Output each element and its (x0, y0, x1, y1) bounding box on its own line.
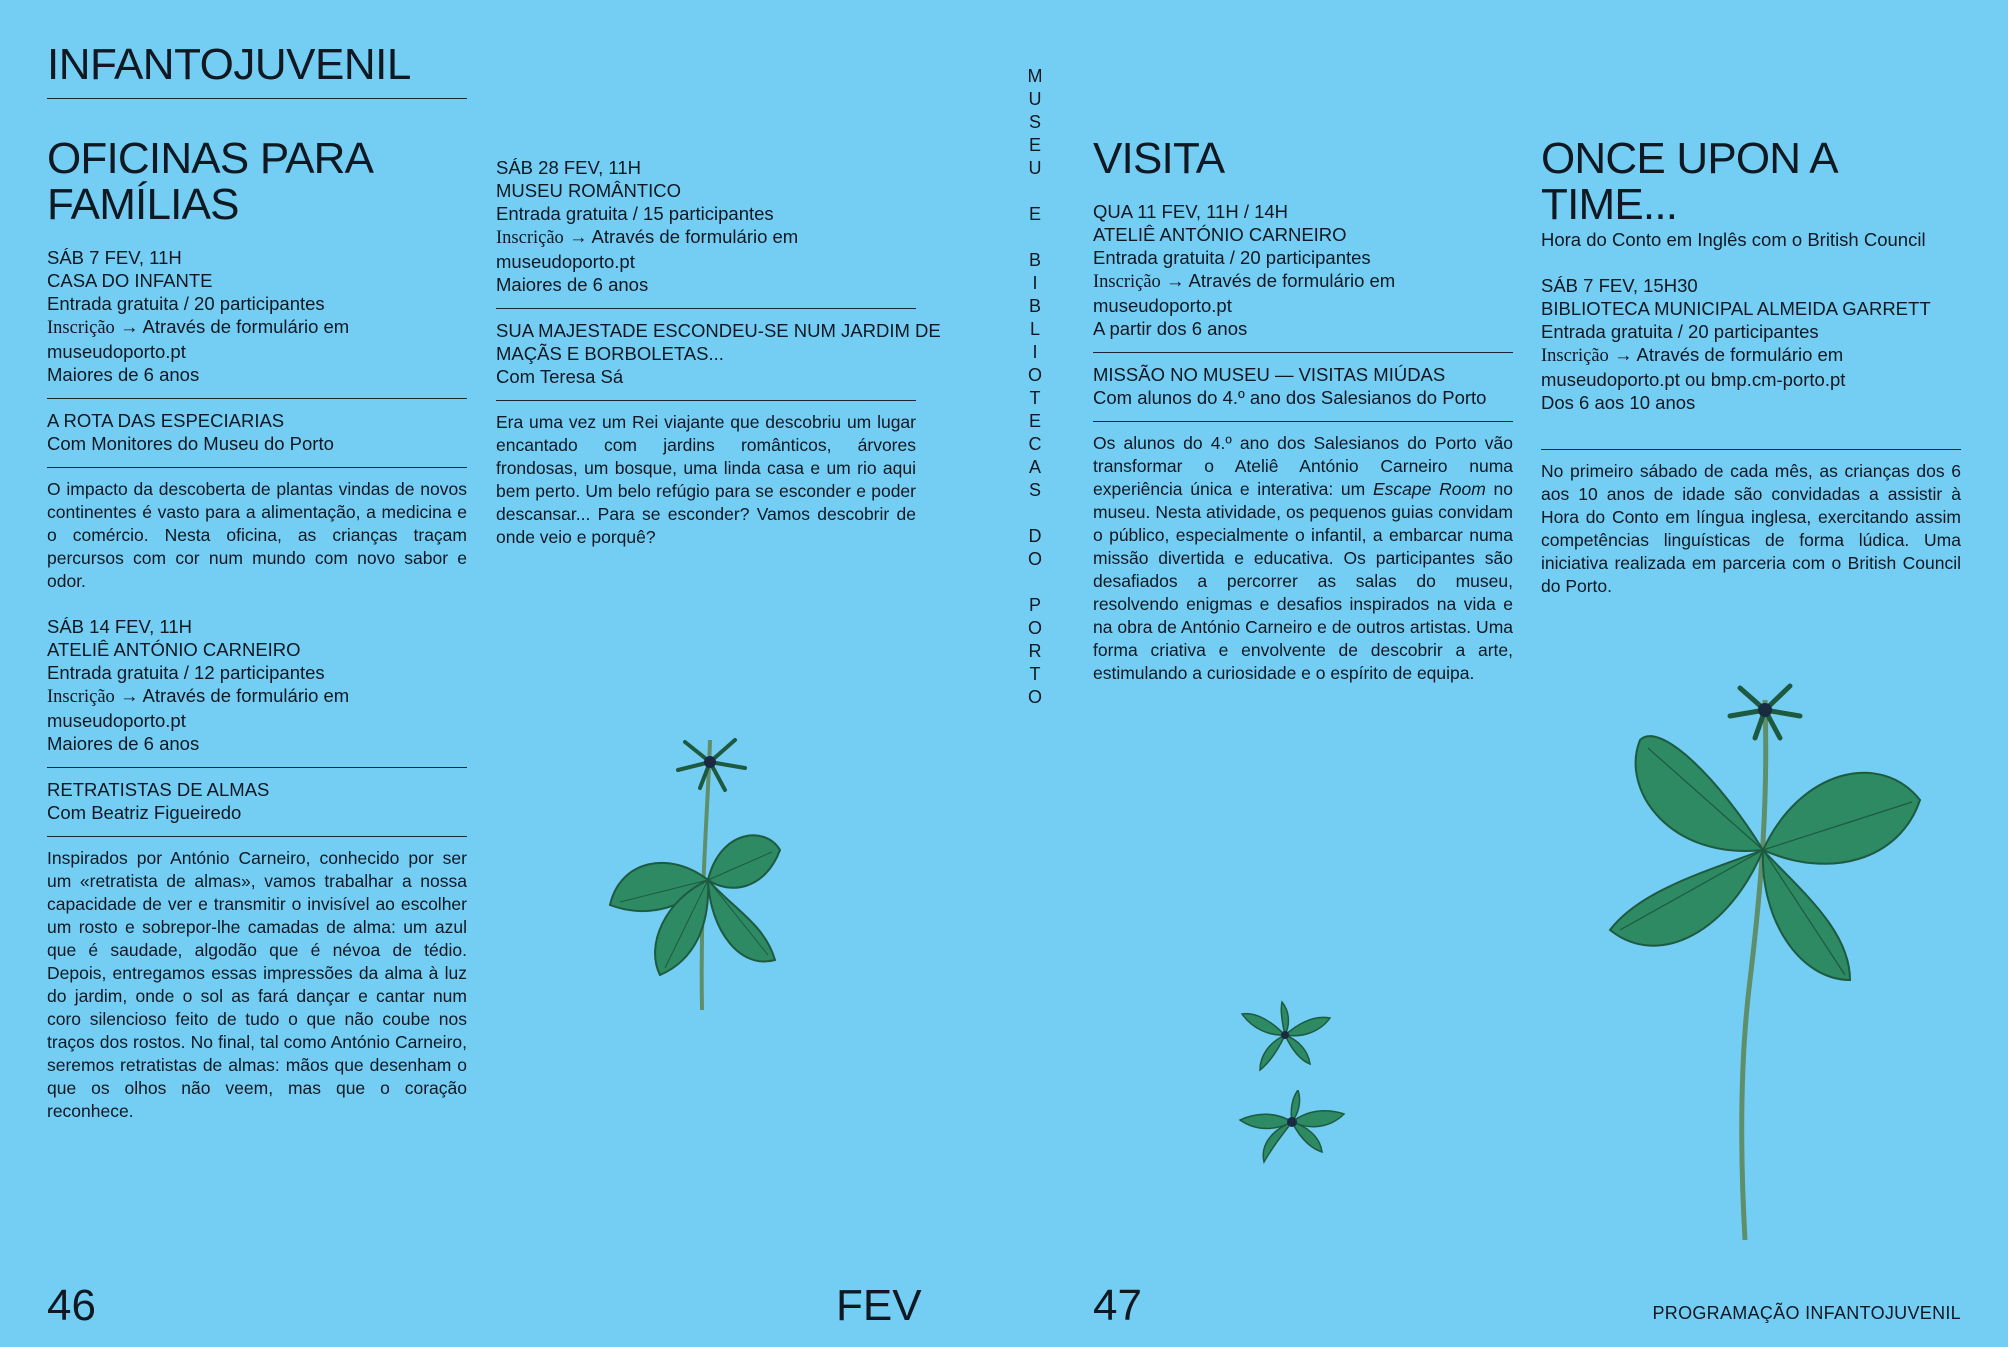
event-age: Maiores de 6 anos (47, 364, 200, 385)
spine-letter: S (1028, 112, 1041, 132)
divider (47, 767, 467, 768)
plant-illustration-large (1600, 680, 1940, 1240)
event-venue: MUSEU ROMÂNTICO (496, 180, 681, 201)
spine-vertical-text (1023, 65, 1047, 709)
event-venue: CASA DO INFANTE (47, 270, 213, 291)
event-registration (496, 225, 916, 250)
spine-letter: L (1029, 319, 1040, 339)
plant-sprig-bottom (1232, 1090, 1352, 1170)
divider (47, 98, 467, 99)
spine-letter: U (1028, 158, 1042, 178)
event-info (1093, 200, 1513, 340)
title-line: OFICINAS PARA (47, 134, 374, 183)
workshops-title (47, 136, 467, 228)
spine-letter (1023, 571, 1047, 594)
plant-sprig-top (1230, 1000, 1340, 1080)
section-header (47, 42, 467, 99)
middle-column (496, 156, 941, 549)
spine-letter: U (1028, 89, 1042, 109)
spine-letter: I (1032, 273, 1038, 293)
workshop-host: Com Monitores do Museu do Porto (47, 433, 334, 454)
event-entry: Entrada gratuita / 15 participantes (496, 203, 774, 224)
divider (1093, 352, 1513, 353)
event-registration-link[interactable]: museudoporto.pt (1093, 295, 1232, 316)
event-registration (47, 684, 467, 709)
event-age: Dos 6 aos 10 anos (1541, 392, 1696, 413)
event-date: SÁB 28 FEV, 11H (496, 157, 642, 178)
event-venue: BIBLIOTECA MUNICIPAL ALMEIDA GARRETT (1541, 298, 1931, 319)
spine-letter: B (1028, 296, 1041, 316)
event-info (1541, 274, 1961, 414)
once-description: No primeiro sábado de cada mês, as crianças dos 6 aos 10 anos de idade são convidadas a assistir à Hora do Conto em língua inglesa, exercitando assim competências linguísticas de forma lúdica. Uma iniciativa realizada em parceria com o British Council do Porto. (1541, 461, 1961, 596)
event-entry: Entrada gratuita / 20 participantes (47, 293, 325, 314)
workshop-host: Com Beatriz Figueiredo (47, 802, 242, 823)
event-venue: ATELIÊ ANTÓNIO CARNEIRO (1093, 224, 1347, 245)
once-column (1541, 136, 1961, 598)
month-label: FEV (836, 1281, 922, 1330)
workshop-name: MAÇÃS E BORBOLETAS... (496, 343, 724, 364)
once-title: ONCE UPON A TIME... (1541, 134, 1836, 229)
title-line: FAMÍLIAS (47, 180, 239, 229)
visit-subtitle: MISSÃO NO MUSEU — VISITAS MIÚDAS (1093, 364, 1446, 385)
visit-info (1093, 363, 1513, 409)
event-entry: Entrada gratuita / 12 participantes (47, 662, 325, 683)
event-date: SÁB 7 FEV, 11H (47, 247, 182, 268)
event-info (47, 615, 467, 755)
workshop-description: O impacto da descoberta de plantas vindas de novos continentes é vasto para a alimentação, a medicina e o comércio. Nesta oficina, as crianças traçam percursos com cor num mundo com novo sabor e odor. (47, 479, 467, 591)
page-number-right: 47 (1093, 1281, 1142, 1330)
workshop-description: Era uma vez um Rei viajante que descobriu um lugar encantado com jardins românticos, árvores frondosas, um bosque, uma linda casa e um rio aqui bem perto. Um belo refúgio para se esconder e poder descansar... Para se esconder? Vamos descobrir de onde veio e porquê? (496, 412, 916, 547)
visit-description-end: no museu. Nesta atividade, os pequenos guias convidam o público, especialmente o infantil, a embarcar numa missão divertida e educativa. Os participantes são desafiados a percorrer as salas do museu, resolvendo enigmas e desafios inspirados na vida e na obra de António Carneiro e de outros artistas. Uma forma criativa e envolvente de descobrir a arte, estimulando a curiosidade e o espírito de equipa. (1093, 479, 1514, 683)
event-registration (1541, 343, 1961, 368)
registration-text: → Através de formulário em (1165, 270, 1396, 291)
divider (496, 308, 916, 309)
spine-letter: M (1027, 66, 1043, 86)
event-registration-link[interactable]: museudoporto.pt (47, 341, 186, 362)
event-age: Maiores de 6 anos (47, 733, 200, 754)
page-number-left: 46 (47, 1281, 96, 1330)
visita-title: VISITA (1093, 134, 1225, 183)
event-entry: Entrada gratuita / 20 participantes (1541, 321, 1819, 342)
spine-letter: B (1028, 250, 1041, 270)
event-registration-link[interactable]: museudoporto.pt ou bmp.cm-porto.pt (1541, 369, 1846, 390)
plant-illustration-small (590, 730, 790, 1010)
event-date: QUA 11 FEV, 11H / 14H (1093, 201, 1289, 222)
spine-letter: O (1027, 687, 1042, 707)
event-age: Maiores de 6 anos (496, 274, 649, 295)
left-column (47, 136, 467, 1123)
workshop-description: Inspirados por António Carneiro, conhecido por ser um «retratista de almas», vamos trabalhar a nossa capacidade de ver e transmitir o invisível ao escolher um rosto e sobrepor-lhe camadas de alma: um azul que é saudade, algodão que é névoa de tédio. Depois, entregamos essas impressões da alma à luz do jardim, onde o sol as fará dançar e cantar num coro silencioso feito de tudo o que não coube nos traços dos rostos. No final, tal como António Carneiro, seremos retratistas de almas: mãos que desenham o que os olhos não veem, mas que o coração reconhece. (47, 848, 467, 1121)
spine-letter: C (1028, 434, 1042, 454)
event-info (496, 156, 916, 296)
registration-text: → Através de formulário em (568, 226, 799, 247)
registration-text: → Através de formulário em (1613, 344, 1844, 365)
spine-letter: S (1028, 480, 1041, 500)
spine-letter: D (1028, 526, 1042, 546)
event-registration-link[interactable]: museudoporto.pt (496, 251, 635, 272)
spine-letter: T (1029, 388, 1041, 408)
spine-letter: I (1032, 342, 1038, 362)
spine-letter (1023, 226, 1047, 249)
spine-letter: E (1028, 204, 1041, 224)
registration-label: Inscrição (47, 687, 115, 707)
spine-letter: A (1028, 457, 1041, 477)
spine-letter (1023, 502, 1047, 525)
divider (1541, 449, 1961, 450)
divider (47, 467, 467, 468)
workshop-name: SUA MAJESTADE ESCONDEU-SE NUM JARDIM DE (496, 320, 941, 341)
registration-label: Inscrição (1541, 346, 1609, 366)
spine-letter: P (1028, 595, 1041, 615)
spine-letter: E (1028, 411, 1041, 431)
spine-letter: R (1028, 641, 1042, 661)
spine-letter (1023, 180, 1047, 203)
spine-letter: O (1027, 549, 1042, 569)
spine-letter: T (1029, 664, 1041, 684)
event-venue: ATELIÊ ANTÓNIO CARNEIRO (47, 639, 301, 660)
visita-column (1093, 136, 1513, 685)
event-registration (47, 315, 467, 340)
visit-description-italic: Escape Room (1372, 479, 1486, 499)
divider (496, 400, 916, 401)
event-info (47, 246, 467, 386)
spine-letter: E (1028, 135, 1041, 155)
spine-letter: O (1027, 618, 1042, 638)
divider (47, 398, 467, 399)
divider (47, 836, 467, 837)
event-date: SÁB 7 FEV, 15H30 (1541, 275, 1698, 296)
workshop-name: A ROTA DAS ESPECIARIAS (47, 410, 285, 431)
spine-letter: O (1027, 365, 1042, 385)
divider (1093, 421, 1513, 422)
event-registration-link[interactable]: museudoporto.pt (47, 710, 186, 731)
visit-host: Com alunos do 4.º ano dos Salesianos do Porto (1093, 387, 1487, 408)
once-subtitle: Hora do Conto em Inglês com o British Council (1541, 229, 1926, 250)
event-entry: Entrada gratuita / 20 participantes (1093, 247, 1371, 268)
workshop-info (47, 778, 467, 824)
registration-label: Inscrição (1093, 272, 1161, 292)
workshop-info (47, 409, 467, 455)
workshop-host: Com Teresa Sá (496, 366, 624, 387)
event-date: SÁB 14 FEV, 11H (47, 616, 193, 637)
registration-label: Inscrição (496, 228, 564, 248)
registration-label: Inscrição (47, 318, 115, 338)
visit-description-start: Os alunos do 4.º ano dos Salesianos do Porto vão transformar o Ateliê António Carneiro numa experiência única e interativa: um (1093, 433, 1513, 499)
workshop-info (496, 319, 941, 388)
footer-section-label: PROGRAMAÇÃO INFANTOJUVENIL (1652, 1303, 1961, 1323)
registration-text: → Através de formulário em (119, 685, 350, 706)
event-registration (1093, 269, 1513, 294)
section-title: INFANTOJUVENIL (47, 40, 411, 89)
visit-description (1093, 432, 1513, 685)
workshop-name: RETRATISTAS DE ALMAS (47, 779, 270, 800)
registration-text: → Através de formulário em (119, 316, 350, 337)
event-age: A partir dos 6 anos (1093, 318, 1248, 339)
